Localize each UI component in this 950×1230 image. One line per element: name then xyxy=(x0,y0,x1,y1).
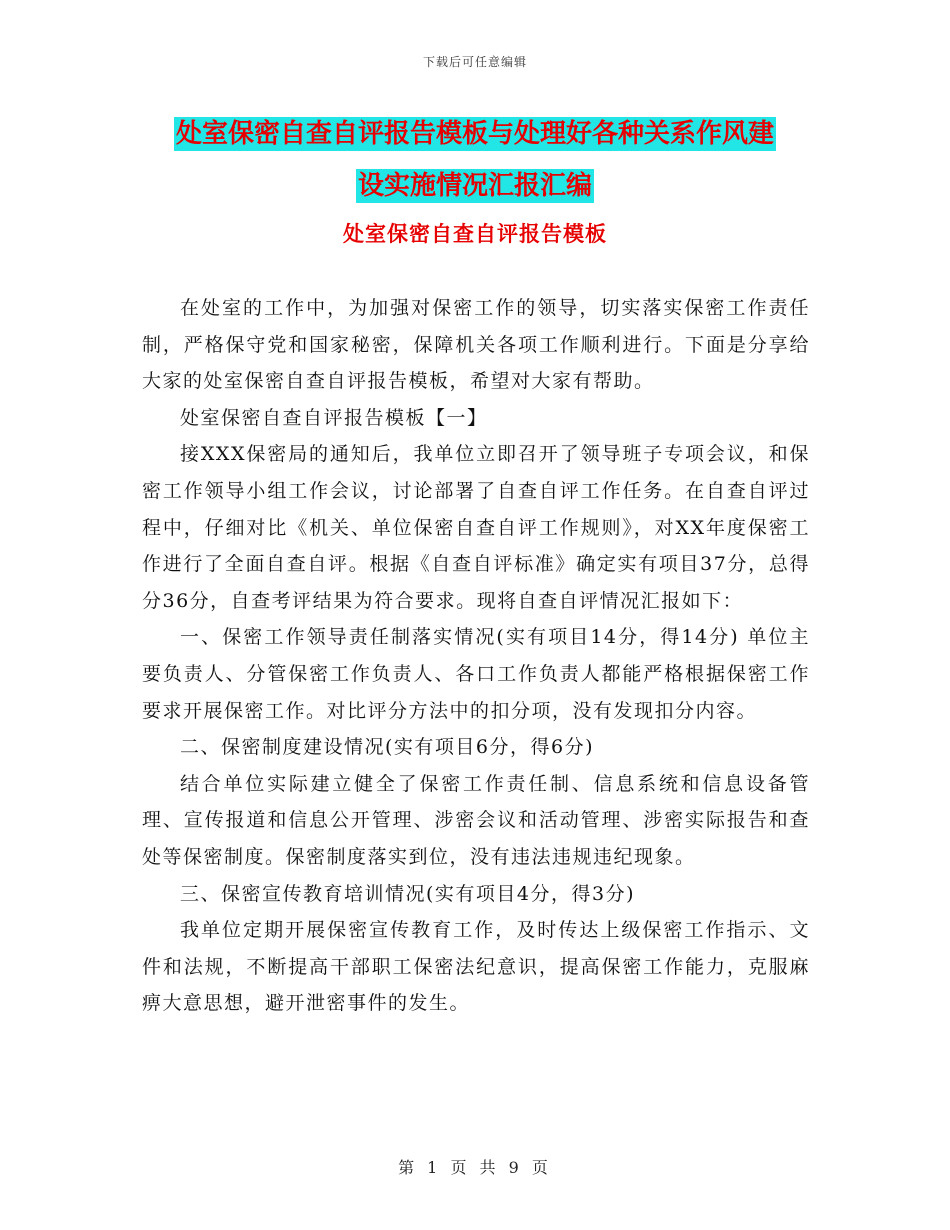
document-body xyxy=(142,290,810,1022)
paragraph-section-1: 一、保密工作领导责任制落实情况(实有项目14分，得14分) 单位主要负责人、分管保密工作负责人、各口工作负责人都能严格根据保密工作要求开展保密工作。对比评分方法中的扣分项，没有发现扣分内容。 xyxy=(142,626,810,722)
document-title-line2: 设实施情况汇报汇编 xyxy=(357,171,592,201)
paragraph-section-3-body: 我单位定期开展保密宣传教育工作，及时传达上级保密工作指示、文件和法规，不断提高干部职工保密法纪意识，提高保密工作能力，克服麻痹大意思想，避开泄密事件的发生。 xyxy=(142,919,810,1015)
section-title: 处室保密自查自评报告模板 xyxy=(343,221,607,246)
page-footer: 第 1 页 共 9 页 xyxy=(398,1158,552,1177)
paragraph-section-2-heading: 二、保密制度建设情况(实有项目6分，得6分) xyxy=(180,736,595,759)
header-note: 下载后可任意编辑 xyxy=(422,55,527,69)
paragraph-section-2-body: 结合单位实际建立健全了保密工作责任制、信息系统和信息设备管理、宣传报道和信息公开管理、涉密会议和活动管理、涉密实际报告和查处等保密制度。保密制度落实到位，没有违法违规违纪现象。 xyxy=(142,772,810,868)
paragraph-section-3-heading: 三、保密宣传教育培训情况(实有项目4分，得3分) xyxy=(180,882,636,905)
paragraph-notice: 接XXX保密局的通知后，我单位立即召开了领导班子专项会议，和保密工作领导小组工作会议，讨论部署了自查自评工作任务。在自查自评过程中，仔细对比《机关、单位保密自查自评工作规则》，对XX年度保密工作进行了全面自查自评。根据《自查自评标准》确定实有项目37分，总得分36分，自查考评结果为符合要求。现将自查自评情况汇报如下： xyxy=(142,443,810,612)
document-title xyxy=(140,108,810,212)
document-title-line1: 处室保密自查自评报告模板与处理好各种关系作风建 xyxy=(175,119,774,149)
paragraph-intro: 在处室的工作中，为加强对保密工作的领导，切实落实保密工作责任制，严格保守党和国家秘密，保障机关各项工作顺利进行。下面是分享给大家的处室保密自查自评报告模板，希望对大家有帮助。 xyxy=(142,297,810,393)
paragraph-subheading: 处室保密自查自评报告模板【一】 xyxy=(180,406,488,429)
